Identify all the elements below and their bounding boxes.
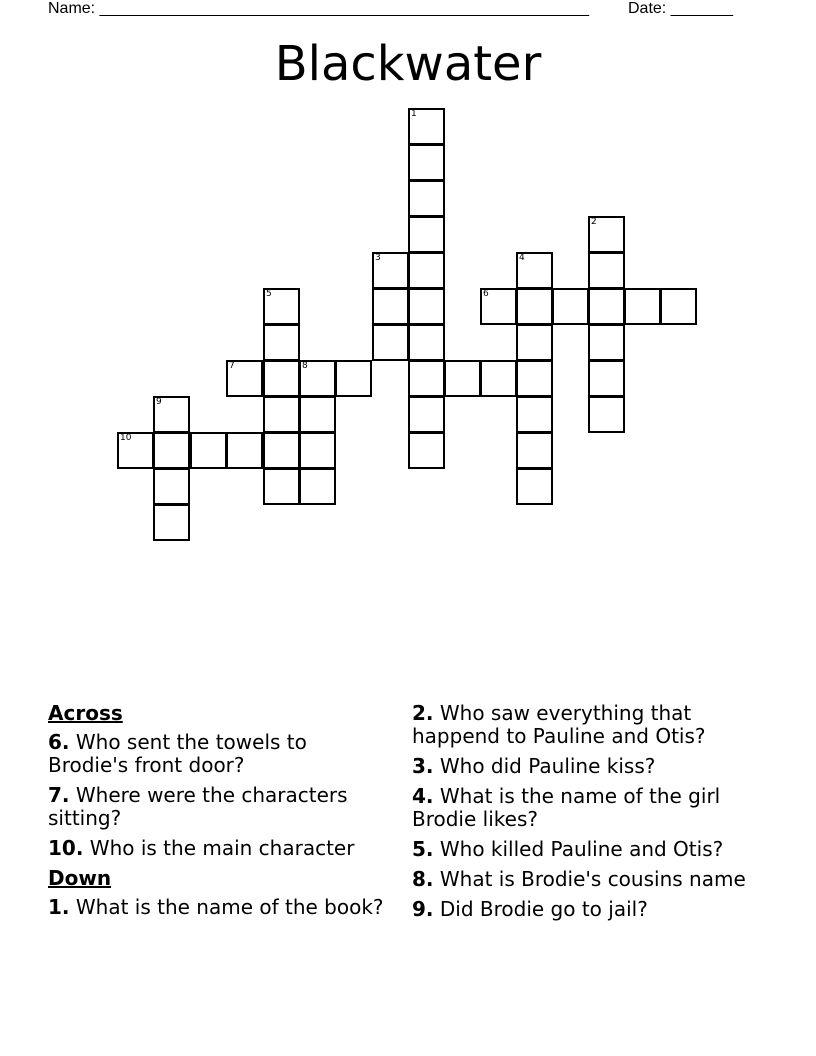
clue-across-6 — [48, 731, 388, 777]
clue-text: Who did Pauline kiss? — [439, 754, 656, 778]
across-heading: Across — [48, 701, 123, 725]
grid-cell[interactable] — [660, 288, 697, 325]
grid-cell[interactable] — [408, 144, 445, 181]
grid-cell[interactable] — [299, 432, 336, 469]
clues-left-column — [48, 702, 388, 926]
clue-down-5 — [412, 838, 762, 861]
grid-cell[interactable] — [480, 360, 517, 397]
grid-cell[interactable] — [516, 468, 553, 505]
page-title: Blackwater — [274, 36, 542, 92]
grid-cell[interactable] — [588, 216, 625, 253]
clue-number: 9. — [412, 897, 434, 921]
grid-cell[interactable] — [263, 396, 300, 433]
grid-cell[interactable] — [226, 432, 263, 469]
cell-number: 2 — [591, 217, 597, 227]
clue-text: What is the name of the girl Brodie likes? — [412, 784, 721, 831]
grid-cell[interactable] — [117, 432, 154, 469]
clue-number: 3. — [412, 754, 434, 778]
grid-cell[interactable] — [408, 216, 445, 253]
date-field-label: Date: _______ — [628, 0, 733, 17]
grid-cell[interactable] — [408, 108, 445, 145]
grid-cell[interactable] — [299, 468, 336, 505]
grid-cell[interactable] — [516, 288, 553, 325]
clue-number: 1. — [48, 895, 70, 919]
clue-text: Who is the main character — [89, 836, 355, 860]
name-field-label: Name: _______________________________________________________ — [48, 0, 589, 17]
grid-cell[interactable] — [444, 360, 481, 397]
grid-cell[interactable] — [153, 504, 190, 541]
grid-cell[interactable] — [588, 324, 625, 361]
grid-cell[interactable] — [263, 324, 300, 361]
clue-number: 10. — [48, 836, 84, 860]
cell-number: 6 — [483, 289, 489, 299]
grid-cell[interactable] — [226, 360, 263, 397]
clue-across-7 — [48, 784, 388, 830]
grid-cell[interactable] — [516, 360, 553, 397]
clues-right-column — [412, 702, 762, 928]
grid-cell[interactable] — [408, 324, 445, 361]
cell-number: 8 — [302, 361, 308, 371]
grid-cell[interactable] — [588, 288, 625, 325]
grid-cell[interactable] — [408, 288, 445, 325]
grid-cell[interactable] — [299, 360, 336, 397]
grid-cell[interactable] — [552, 288, 589, 325]
grid-cell[interactable] — [372, 288, 409, 325]
clue-down-8 — [412, 868, 762, 891]
cell-number: 4 — [519, 253, 525, 263]
clue-text: Who sent the towels to Brodie's front door? — [48, 730, 307, 777]
clue-down-4 — [412, 785, 762, 831]
grid-cell[interactable] — [190, 432, 227, 469]
clue-down-1 — [48, 896, 388, 919]
grid-cell[interactable] — [480, 288, 517, 325]
grid-cell[interactable] — [624, 288, 661, 325]
grid-cell[interactable] — [516, 396, 553, 433]
clue-number: 5. — [412, 837, 434, 861]
clue-text: Where were the characters sitting? — [48, 783, 348, 830]
clue-down-2 — [412, 702, 762, 748]
cell-number: 3 — [375, 253, 381, 263]
clue-number: 4. — [412, 784, 434, 808]
grid-cell[interactable] — [408, 360, 445, 397]
grid-cell[interactable] — [153, 468, 190, 505]
grid-cell[interactable] — [335, 360, 372, 397]
clue-across-10 — [48, 837, 388, 860]
grid-cell[interactable] — [408, 432, 445, 469]
grid-cell[interactable] — [372, 252, 409, 289]
clue-number: 6. — [48, 730, 70, 754]
clue-text: Who saw everything that happend to Pauline and Otis? — [412, 701, 706, 748]
grid-cell[interactable] — [153, 432, 190, 469]
clue-number: 7. — [48, 783, 70, 807]
grid-cell[interactable] — [408, 396, 445, 433]
grid-cell[interactable] — [153, 396, 190, 433]
grid-cell[interactable] — [516, 432, 553, 469]
grid-cell[interactable] — [263, 468, 300, 505]
grid-cell[interactable] — [299, 396, 336, 433]
clue-text: Who killed Pauline and Otis? — [439, 837, 724, 861]
grid-cell[interactable] — [408, 252, 445, 289]
grid-cell[interactable] — [408, 180, 445, 217]
down-heading: Down — [48, 866, 112, 890]
clue-number: 2. — [412, 701, 434, 725]
clue-text: Did Brodie go to jail? — [439, 897, 648, 921]
clue-number: 8. — [412, 867, 434, 891]
grid-cell[interactable] — [588, 360, 625, 397]
cell-number: 7 — [229, 361, 235, 371]
clue-text: What is Brodie's cousins name — [439, 867, 746, 891]
clue-down-9 — [412, 898, 762, 921]
grid-cell[interactable] — [372, 324, 409, 361]
grid-cell[interactable] — [263, 432, 300, 469]
clue-text: What is the name of the book? — [75, 895, 384, 919]
grid-cell[interactable] — [263, 288, 300, 325]
grid-cell[interactable] — [516, 324, 553, 361]
grid-cell[interactable] — [263, 360, 300, 397]
cell-number: 1 — [411, 109, 417, 119]
grid-cell[interactable] — [588, 252, 625, 289]
cell-number: 10 — [120, 433, 132, 443]
cell-number: 5 — [266, 289, 272, 299]
grid-cell[interactable] — [588, 396, 625, 433]
cell-number: 9 — [156, 397, 162, 407]
clue-down-3 — [412, 755, 762, 778]
grid-cell[interactable] — [516, 252, 553, 289]
